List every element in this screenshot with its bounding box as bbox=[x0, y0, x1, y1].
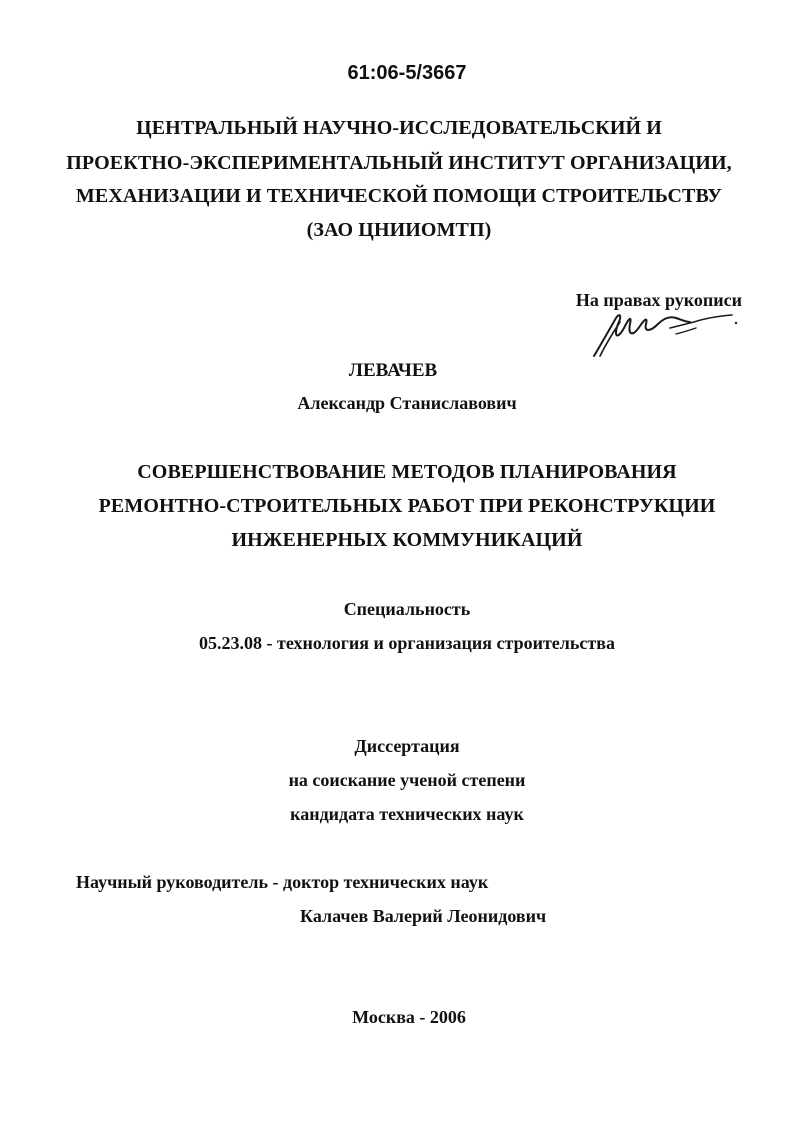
specialty-value: 05.23.08 - технология и организация строительства bbox=[199, 633, 615, 653]
author-surname: ЛЕВАЧЕВ bbox=[348, 360, 438, 381]
title-line-2: РЕМОНТНО-СТРОИТЕЛЬНЫХ РАБОТ ПРИ РЕКОНСТРУКЦИИ bbox=[98, 495, 716, 517]
dissertation-line-1: Диссертация bbox=[354, 736, 460, 756]
author-name: Александр Станиславович bbox=[297, 393, 517, 413]
title-line-3: ИНЖЕНЕРНЫХ КОММУНИКАЦИЙ bbox=[231, 529, 583, 551]
manuscript-note: На правах рукописи bbox=[575, 290, 742, 310]
registration-code: 61:06-5/3667 bbox=[347, 62, 467, 84]
signature-image bbox=[586, 298, 746, 360]
city-year: Москва - 2006 bbox=[352, 1007, 466, 1027]
dissertation-line-3: кандидата технических наук bbox=[290, 804, 524, 824]
institution-line-1: ЦЕНТРАЛЬНЫЙ НАУЧНО-ИССЛЕДОВАТЕЛЬСКИЙ И bbox=[136, 117, 662, 139]
supervisor-name: Калачев Валерий Леонидович bbox=[300, 906, 547, 926]
title-line-1: СОВЕРШЕНСТВОВАНИЕ МЕТОДОВ ПЛАНИРОВАНИЯ bbox=[137, 461, 677, 483]
institution-line-3: МЕХАНИЗАЦИИ И ТЕХНИЧЕСКОЙ ПОМОЩИ СТРОИТЕЛЬСТВУ bbox=[75, 185, 723, 207]
supervisor-label: Научный руководитель - доктор технических наук bbox=[76, 872, 489, 892]
dissertation-line-2: на соискание ученой степени bbox=[288, 770, 526, 790]
institution-line-2: ПРОЕКТНО-ЭКСПЕРИМЕНТАЛЬНЫЙ ИНСТИТУТ ОРГАНИЗАЦИИ, bbox=[66, 152, 732, 174]
specialty-label: Специальность bbox=[343, 599, 471, 619]
institution-line-4: (ЗАО ЦНИИОМТП) bbox=[306, 219, 492, 241]
